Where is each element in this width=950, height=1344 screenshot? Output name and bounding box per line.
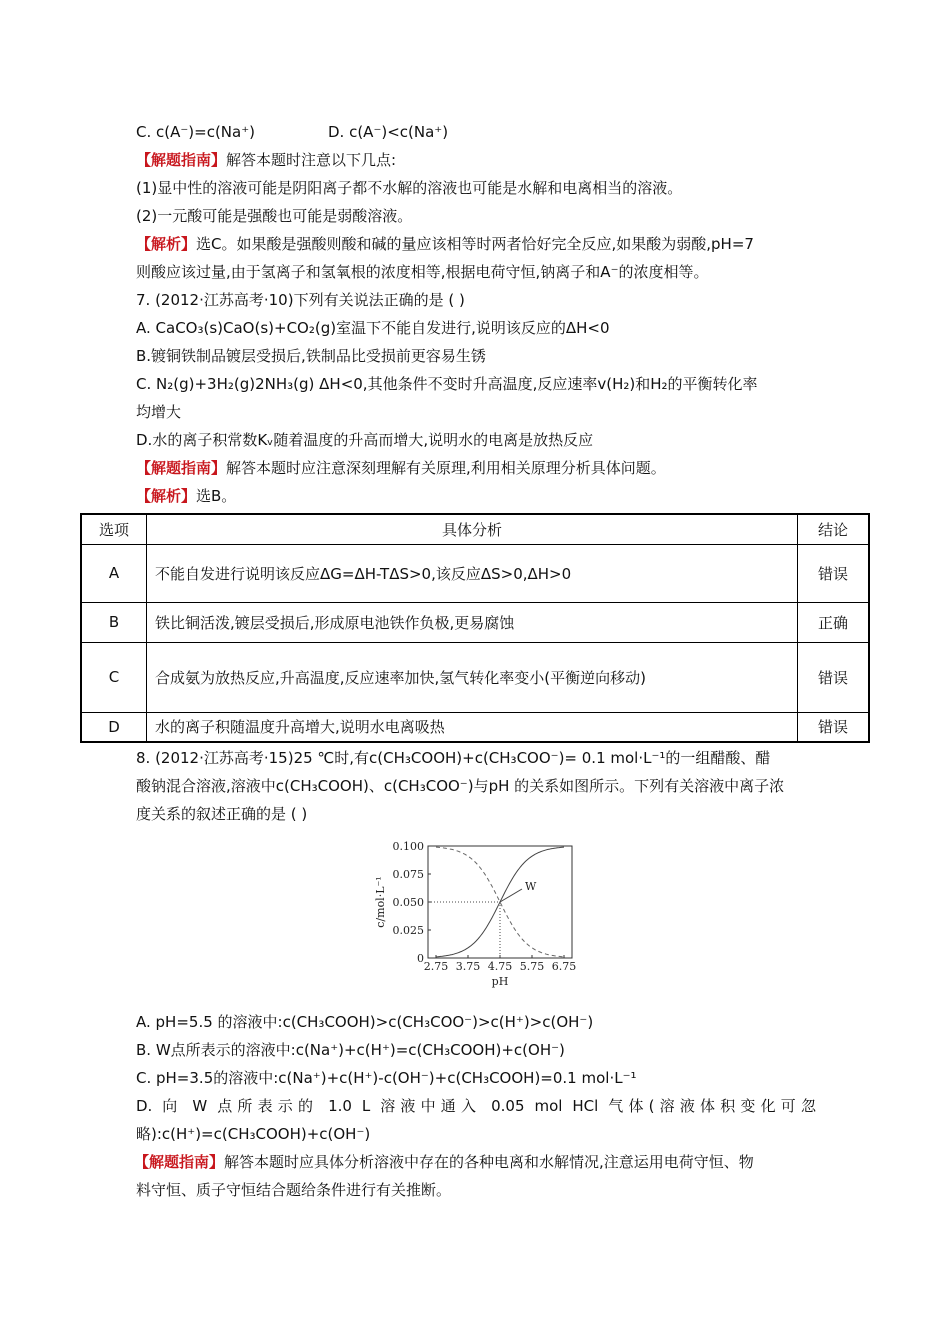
q7-option-b: B.镀铜铁制品镀层受损后,铁制品比受损前更容易生锈 [136, 347, 486, 365]
q6-option-c: C. c(A⁻)=c(Na⁺) [136, 123, 255, 141]
row-analysis: 不能自发进行说明该反应ΔG=ΔH-TΔS>0,该反应ΔS>0,ΔH>0 [147, 544, 798, 602]
row-analysis: 合成氨为放热反应,升高温度,反应速率加快,氢气转化率变小(平衡逆向移动) [147, 642, 798, 712]
x-tick-label: 4.75 [487, 960, 513, 973]
q8-option-d-line2: 略):c(H⁺)=c(CH₃COOH)+c(OH⁻) [136, 1125, 371, 1143]
row-analysis: 铁比铜活泼,镀层受损后,形成原电池铁作负极,更易腐蚀 [147, 602, 798, 642]
q6-analysis [136, 233, 754, 255]
chart-y-label: c/mol·L⁻¹ [374, 876, 387, 928]
x-tick-label: 2.75 [423, 960, 449, 973]
q7-analysis [136, 485, 236, 507]
ph-concentration-chart [366, 834, 596, 994]
x-tick-label: 6.75 [551, 960, 577, 973]
y-tick-label: 0 [417, 952, 424, 965]
q6-point-2: (2)一元酸可能是强酸也可能是弱酸溶液。 [136, 207, 413, 225]
q7-guide [136, 457, 666, 479]
row-verdict: 正确 [798, 602, 870, 642]
q6-analysis-line1: 选C。如果酸是强酸则酸和碱的量应该相等时两者恰好完全反应,如果酸为弱酸,pH=7 [196, 235, 754, 253]
q7-stem: 7. (2012·江苏高考·10)下列有关说法正确的是 ( ) [136, 291, 465, 309]
q8-stem-line3: 度关系的叙述正确的是 ( ) [136, 805, 308, 823]
chart-annotation-w: W [525, 880, 537, 893]
table-row [81, 642, 869, 712]
q6-guide-tag: 【解题指南】 [136, 151, 227, 169]
header-verdict: 结论 [798, 514, 870, 544]
y-tick-label: 0.050 [392, 896, 424, 909]
q8-option-a: A. pH=5.5 的溶液中:c(CH₃COOH)>c(CH₃COO⁻)>c(H⁺)>c(OH⁻) [136, 1013, 594, 1031]
q7-option-a: A. CaCO₃(s)CaO(s)+CO₂(g)室温下不能自发进行,说明该反应的ΔH<0 [136, 319, 610, 337]
row-verdict: 错误 [798, 712, 870, 742]
q8-option-b: B. W点所表示的溶液中:c(Na⁺)+c(H⁺)=c(CH₃COOH)+c(OH⁻) [136, 1041, 565, 1059]
row-option: B [81, 602, 147, 642]
q6-option-d: D. c(A⁻)<c(Na⁺) [328, 123, 449, 141]
header-option: 选项 [81, 514, 147, 544]
q8-option-c: C. pH=3.5的溶液中:c(Na⁺)+c(H⁺)-c(OH⁻)+c(CH₃COOH)=0.1 mol·L⁻¹ [136, 1069, 637, 1087]
header-analysis: 具体分析 [147, 514, 798, 544]
q6-analysis-line2: 则酸应该过量,由于氢离子和氢氧根的浓度相等,根据电荷守恒,钠离子和A⁻的浓度相等。 [136, 263, 709, 281]
row-option: C [81, 642, 147, 712]
table-row [81, 712, 869, 742]
q7-guide-tag: 【解题指南】 [136, 459, 227, 477]
q6-guide-text: 解答本题时注意以下几点: [226, 151, 397, 169]
q8-guide-line2: 料守恒、质子守恒结合题给条件进行有关推断。 [136, 1181, 452, 1199]
table-row [81, 602, 869, 642]
q8-option-d-line1: D. 向 W 点所表示的 1.0 L 溶液中通入 0.05 mol HCl 气体(溶液体积变化可忽 [136, 1097, 816, 1115]
q8-guide-line1: 解答本题时应具体分析溶液中存在的各种电离和水解情况,注意运用电荷守恒、物 [224, 1153, 754, 1171]
q7-analysis-text: 选B。 [196, 487, 237, 505]
q6-analysis-tag: 【解析】 [136, 235, 197, 253]
analysis-table [80, 513, 870, 743]
q6-guide [136, 149, 396, 171]
q7-option-c-line1: C. N₂(g)+3H₂(g)2NH₃(g) ΔH<0,其他条件不变时升高温度,反应速率v(H₂)和H₂的平衡转化率 [136, 375, 758, 393]
y-tick-label: 0.100 [392, 840, 424, 853]
q8-guide [134, 1151, 754, 1173]
q7-option-d: D.水的离子积常数Kᵥ随着温度的升高而增大,说明水的电离是放热反应 [136, 431, 594, 449]
chart-ticks [393, 840, 577, 973]
row-verdict: 错误 [798, 642, 870, 712]
table-header-row [81, 514, 869, 544]
x-tick-label: 3.75 [455, 960, 481, 973]
q7-guide-text: 解答本题时应注意深刻理解有关原理,利用相关原理分析具体问题。 [226, 459, 666, 477]
y-tick-label: 0.025 [392, 924, 424, 937]
q8-stem-line2: 酸钠混合溶液,溶液中c(CH₃COOH)、c(CH₃COO⁻)与pH 的关系如图所示。下列有关溶液中离子浓 [136, 777, 785, 795]
q8-guide-tag: 【解题指南】 [134, 1153, 225, 1171]
q6-options-row [136, 121, 449, 143]
row-option: D [81, 712, 147, 742]
table-row [81, 544, 869, 602]
row-option: A [81, 544, 147, 602]
q7-analysis-tag: 【解析】 [136, 487, 197, 505]
q7-option-c-line2: 均增大 [136, 403, 182, 421]
chart-marks [428, 847, 564, 958]
x-tick-label: 5.75 [519, 960, 545, 973]
row-verdict: 错误 [798, 544, 870, 602]
y-tick-label: 0.075 [392, 868, 424, 881]
q6-point-1: (1)显中性的溶液可能是阴阳离子都不水解的溶液也可能是水解和电离相当的溶液。 [136, 179, 683, 197]
chart-x-label: pH [491, 975, 509, 988]
q8-stem-line1: 8. (2012·江苏高考·15)25 ℃时,有c(CH₃COOH)+c(CH₃COO⁻)= 0.1 mol·L⁻¹的一组醋酸、醋 [136, 749, 771, 767]
row-analysis: 水的离子积随温度升高增大,说明水电离吸热 [147, 712, 798, 742]
